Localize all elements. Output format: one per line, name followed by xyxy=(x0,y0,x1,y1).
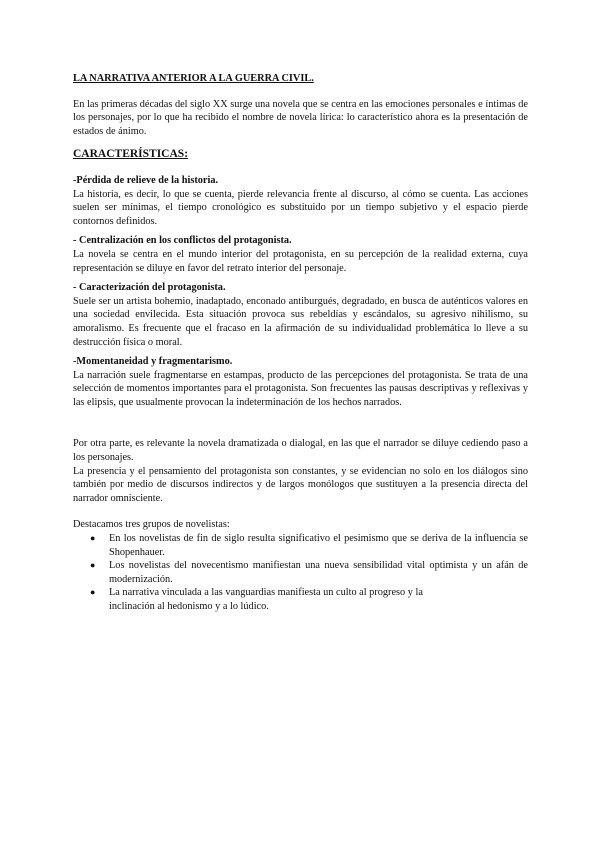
list-item-text: Los novelistas del novecentismo manifiestan una nueva sensibilidad vital optimista y un afán de modernización. xyxy=(109,560,528,585)
feature-item xyxy=(73,174,528,228)
feature-item xyxy=(73,234,528,275)
dramatized-paragraph: Por otra parte, es relevante la novela dramatizada o dialogal, en las que el narrador se diluye cediendo paso a los personajes. xyxy=(73,438,528,464)
section-spacer xyxy=(73,415,528,437)
feature-title: -Momentaneidad y fragmentarismo. xyxy=(73,356,233,368)
list-item-text: En los novelistas de fin de siglo resulta significativo el pesimismo que se deriva de la influencia se Shopenhauer. xyxy=(109,533,528,558)
feature-item xyxy=(73,281,528,349)
feature-title: - Centralización en los conflictos del protagonista. xyxy=(73,235,292,247)
bullet-icon: ● xyxy=(90,560,96,571)
feature-title: - Caracterización del protagonista. xyxy=(73,282,226,294)
presence-paragraph: La presencia y el pensamiento del protagonista son constantes, y se evidencian no solo en los diálogos sino también por medio de discursos indirectos y de largos monólogos que sustituyen a la presencia directa del narrador omnisciente. xyxy=(73,465,528,504)
document-page xyxy=(73,72,528,614)
feature-text: Suele ser un artista bohemio, inadaptado, enconado antiburgués, degradado, en busca de auténticos valores en una sociedad envilecida. Esta situación provoca sus rebeldías y escándalos, su agresivo nihilismo, su amoralismo. Es frecuente que el fracaso en la afirmación de su individualidad problemática lo lleve a su destrucción física o moral. xyxy=(73,295,528,348)
bullet-icon: ● xyxy=(90,587,96,598)
list-item-text: La narrativa vinculada a las vanguardias manifiesta un culto al progreso y la inclinación al hedonismo y a lo lúdico. xyxy=(109,587,423,612)
characteristics-heading: CARACTERÍSTICAS: xyxy=(73,148,189,161)
list-item xyxy=(90,559,528,586)
groups-intro: Destacamos tres grupos de novelistas: xyxy=(73,519,230,531)
feature-item xyxy=(73,355,528,409)
feature-title: -Pérdida de relieve de la historia. xyxy=(73,174,219,186)
section-spacer xyxy=(73,505,528,518)
novelist-groups-list xyxy=(73,532,528,614)
bullet-icon: ● xyxy=(90,533,96,544)
list-item xyxy=(90,586,449,613)
intro-paragraph: En las primeras décadas del siglo XX surge una novela que se centra en las emociones personales e íntimas de los personajes, por lo que ha recibido el nombre de novela lírica: lo característico ahora es la presentación de estados de ánimo. xyxy=(73,98,528,137)
document-title: LA NARRATIVA ANTERIOR A LA GUERRA CIVIL. xyxy=(73,73,314,84)
feature-text: La narración suele fragmentarse en estampas, producto de las percepciones del protagonista. Se trata de una selección de momentos importantes para el protagonista. Son frecuentes las pausas descriptivas y reflexivas y las elipsis, que usualmente provocan la indeterminación de los hechos narrados. xyxy=(73,369,528,408)
feature-text: La historia, es decir, lo que se cuenta, pierde relevancia frente al discurso, al cómo se cuenta. Las acciones suelen ser mínimas, el tiempo cronológico es substituido por un tiempo subjetivo y el espacio pierde contornos definidos. xyxy=(73,188,528,227)
feature-text: La novela se centra en el mundo interior del protagonista, en su percepción de la realidad externa, cuya representación se diluye en favor del retrato interior del personaje. xyxy=(73,248,528,274)
list-item xyxy=(90,532,528,559)
